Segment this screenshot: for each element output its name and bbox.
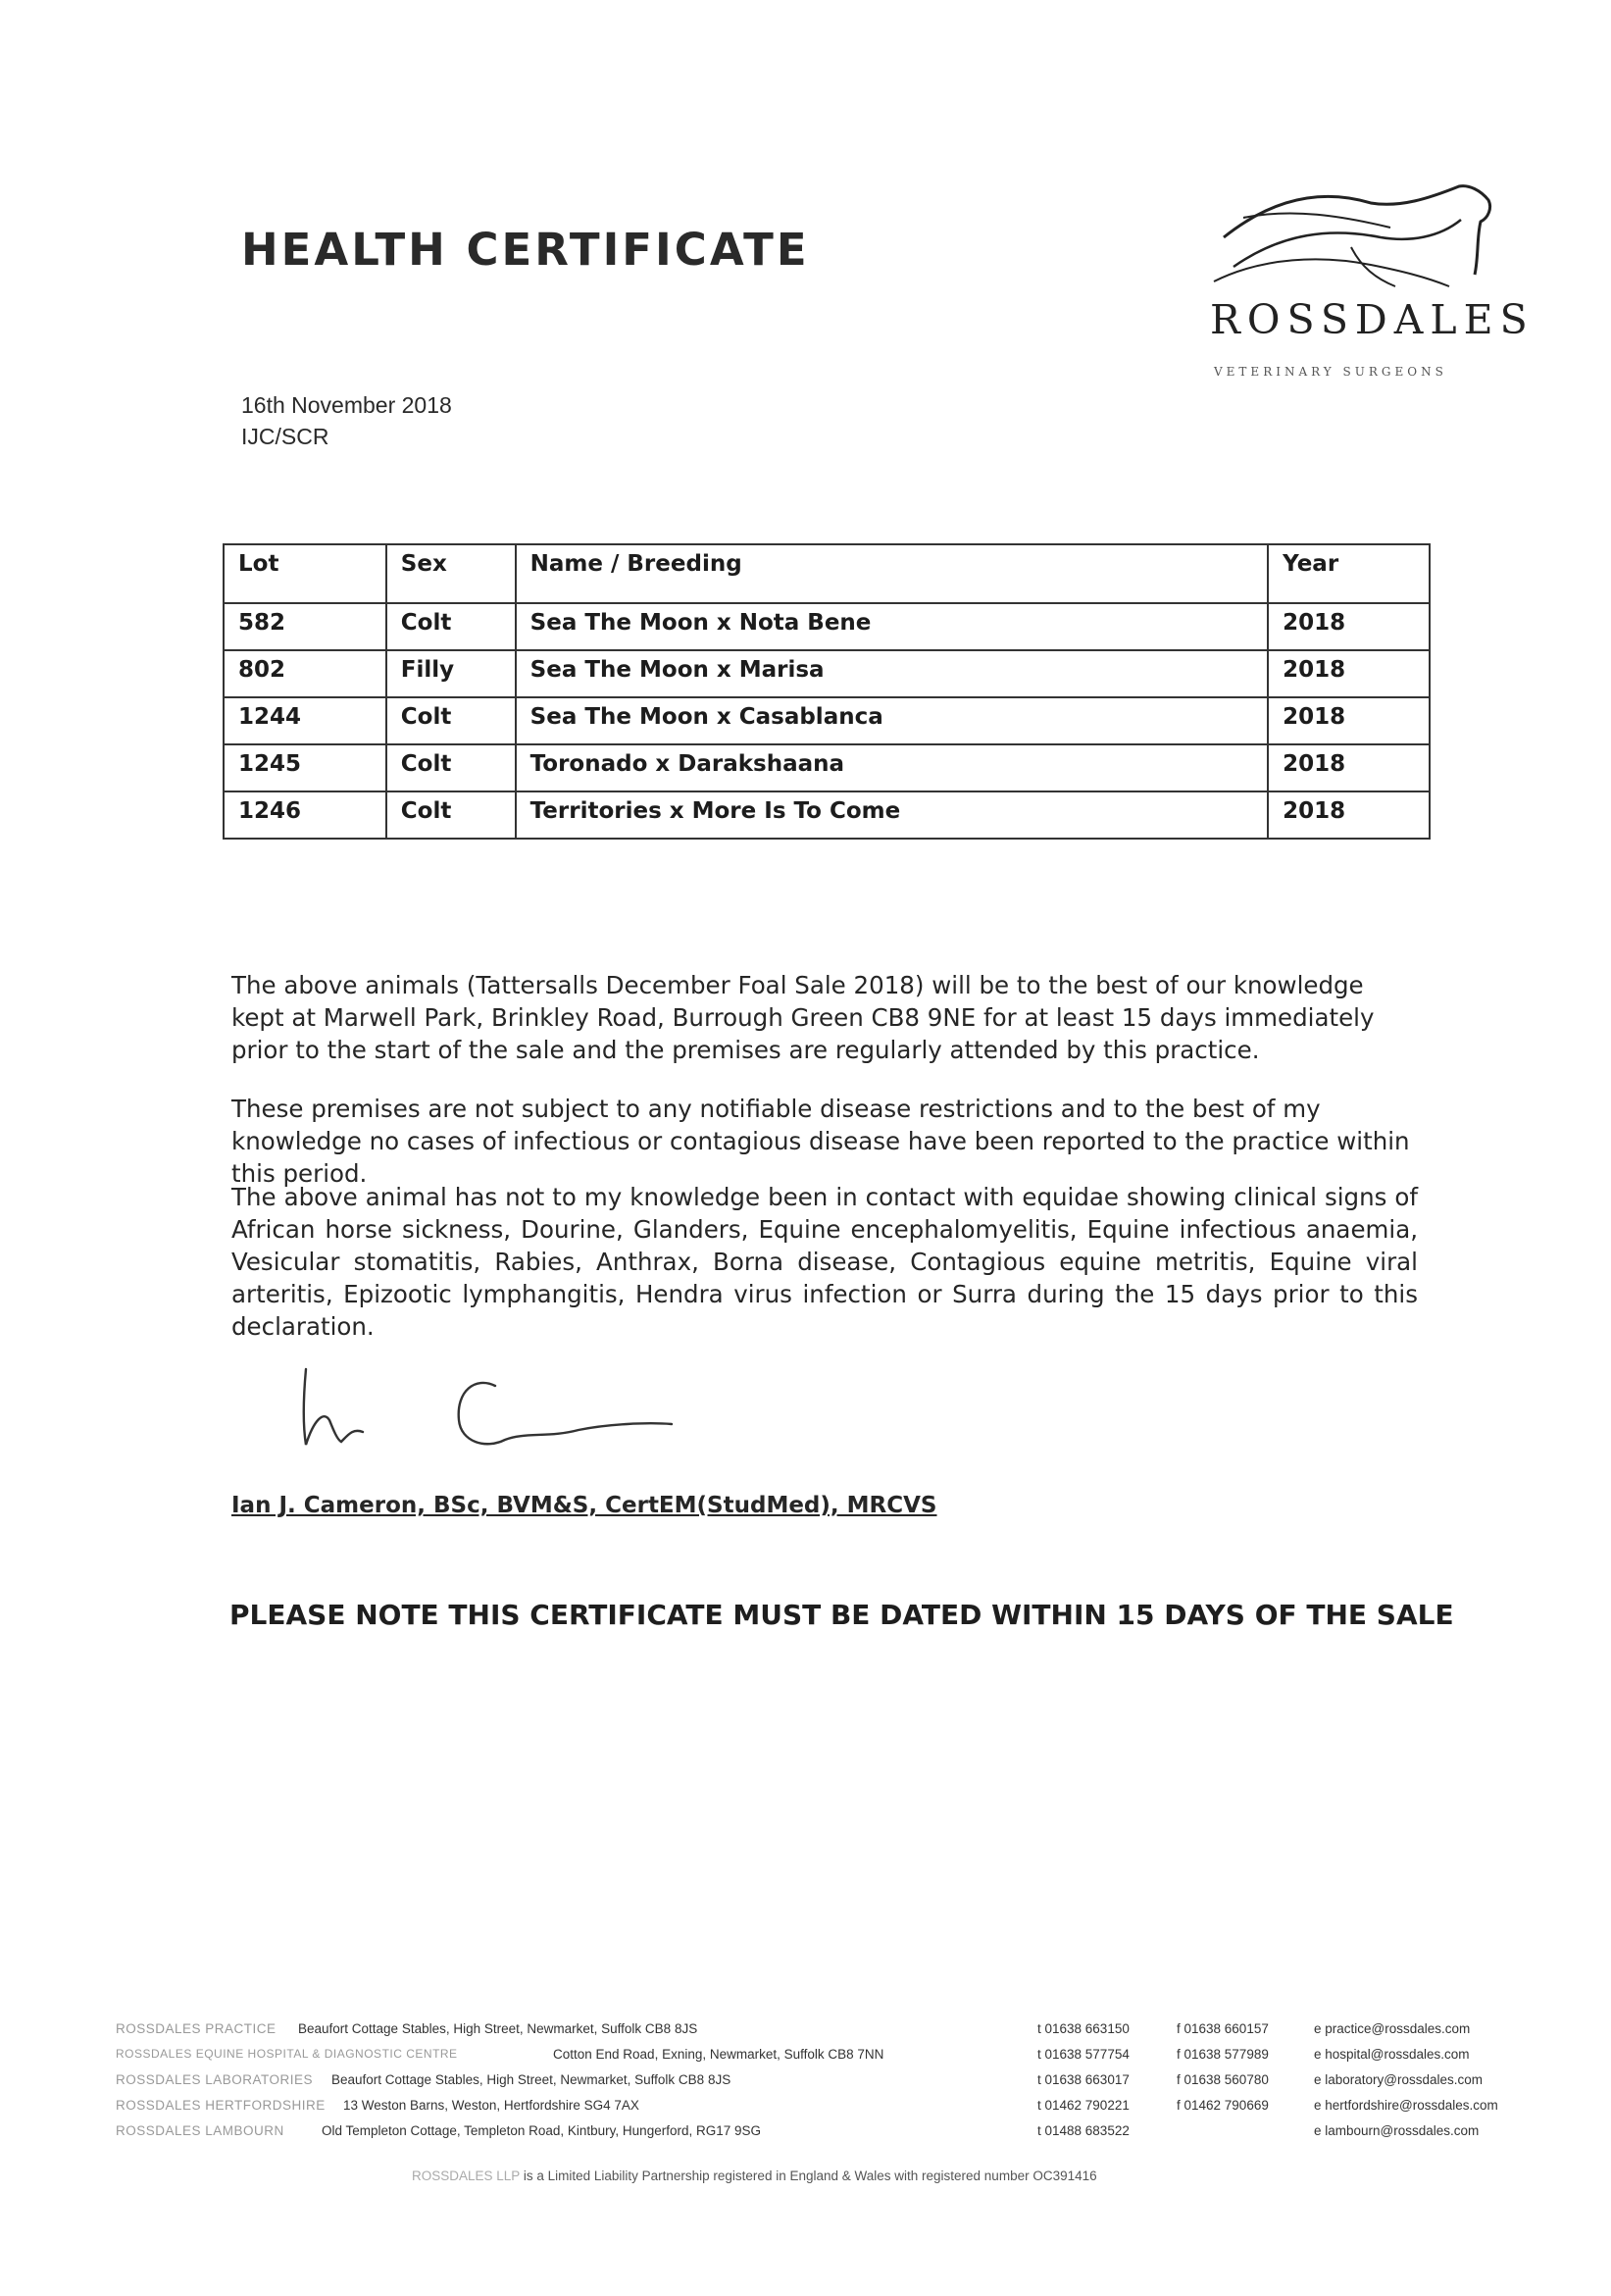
cell-name: Sea The Moon x Marisa	[516, 650, 1269, 697]
certificate-note: PLEASE NOTE THIS CERTIFICATE MUST BE DATED WITHIN 15 DAYS OF THE SALE	[229, 1599, 1454, 1631]
table-header-row	[224, 544, 1430, 603]
footer-email: e practice@rossdales.com	[1314, 2021, 1471, 2036]
table-row	[224, 603, 1430, 650]
cell-lot: 1245	[224, 744, 386, 791]
footer-branch-name: ROSSDALES LABORATORIES	[116, 2072, 314, 2087]
signer-name: Ian J. Cameron, BSc, BVM&S, CertEM(StudMed), MRCVS	[231, 1493, 937, 1518]
header-lot: Lot	[224, 544, 386, 603]
cell-year: 2018	[1268, 603, 1430, 650]
cell-year: 2018	[1268, 791, 1430, 839]
footer-row	[116, 2098, 1528, 2117]
horse-logo-icon	[1204, 179, 1498, 296]
footer-telephone: t 01488 683522	[1037, 2123, 1130, 2138]
footer-email: e hospital@rossdales.com	[1314, 2047, 1470, 2062]
footer-legal-company: ROSSDALES LLP	[412, 2168, 521, 2183]
paragraph-disease-restrictions: These premises are not subject to any notifiable disease restrictions and to the best of my knowledge no cases of infectious or contagious disease have been reported to the practice within this period.	[231, 1095, 1410, 1188]
footer-address: Beaufort Cottage Stables, High Street, Newmarket, Suffolk CB8 8JS	[331, 2072, 731, 2087]
footer-fax: f 01462 790669	[1177, 2098, 1269, 2113]
footer-email: e laboratory@rossdales.com	[1314, 2072, 1484, 2087]
cell-name: Sea The Moon x Nota Bene	[516, 603, 1269, 650]
footer-telephone: t 01462 790221	[1037, 2098, 1130, 2113]
cell-sex: Colt	[386, 603, 516, 650]
table-row	[224, 650, 1430, 697]
cell-lot: 802	[224, 650, 386, 697]
table-row	[224, 791, 1430, 839]
footer-fax: f 01638 660157	[1177, 2021, 1269, 2036]
logo-name: ROSSDALES	[1210, 296, 1535, 343]
cell-year: 2018	[1268, 744, 1430, 791]
signature	[294, 1352, 686, 1459]
cell-name: Toronado x Darakshaana	[516, 744, 1269, 791]
footer-email: e hertfordshire@rossdales.com	[1314, 2098, 1498, 2113]
footer-telephone: t 01638 663017	[1037, 2072, 1130, 2087]
footer-fax: f 01638 560780	[1177, 2072, 1269, 2087]
footer-branch-name: ROSSDALES EQUINE HOSPITAL & DIAGNOSTIC CENTRE	[116, 2047, 458, 2061]
footer-branch-name: ROSSDALES PRACTICE	[116, 2021, 277, 2036]
footer-branch-name: ROSSDALES HERTFORDSHIRE	[116, 2098, 326, 2113]
cell-year: 2018	[1268, 650, 1430, 697]
footer-row	[116, 2123, 1528, 2143]
cell-lot: 582	[224, 603, 386, 650]
header-name: Name / Breeding	[516, 544, 1269, 603]
rossdales-logo	[1204, 179, 1535, 384]
footer-address: Cotton End Road, Exning, Newmarket, Suffolk CB8 7NN	[553, 2047, 884, 2062]
paragraph-sale-location: The above animals (Tattersalls December Foal Sale 2018) will be to the best of our knowledge kept at Marwell Park, Brinkley Road, Burrough Green CB8 9NE for at least 15 days immediately prior to the start of the sale and the premises are regularly attended by this practice.	[231, 971, 1375, 1064]
footer-row	[116, 2021, 1528, 2041]
document-reference: IJC/SCR	[241, 424, 329, 449]
cell-sex: Filly	[386, 650, 516, 697]
logo-subtitle: VETERINARY SURGEONS	[1214, 365, 1447, 379]
footer-row	[116, 2072, 1528, 2092]
cell-sex: Colt	[386, 791, 516, 839]
footer-email: e lambourn@rossdales.com	[1314, 2123, 1480, 2138]
table-row	[224, 697, 1430, 744]
cell-lot: 1244	[224, 697, 386, 744]
footer-row	[116, 2047, 1528, 2066]
cell-lot: 1246	[224, 791, 386, 839]
table-row	[224, 744, 1430, 791]
cell-sex: Colt	[386, 697, 516, 744]
footer-telephone: t 01638 663150	[1037, 2021, 1130, 2036]
certificate-title: HEALTH CERTIFICATE	[241, 224, 810, 276]
document-date: 16th November 2018	[241, 392, 452, 418]
footer-address: Beaufort Cottage Stables, High Street, Newmarket, Suffolk CB8 8JS	[298, 2021, 698, 2036]
footer-address: 13 Weston Barns, Weston, Hertfordshire SG4 7AX	[343, 2098, 639, 2113]
cell-name: Territories x More Is To Come	[516, 791, 1269, 839]
paragraph-contact-declaration: The above animal has not to my knowledge been in contact with equidae showing clinical signs of African horse sickness, Dourine, Glanders, Equine encephalomyelitis, Equine infectious anaemia, Vesicular stomatitis, Rabies, Anthrax, Borna disease, Contagious equine metritis, Equine viral arteritis, Epizootic lymphangitis, Hendra virus infection or Surra during the 15 days prior to this declaration.	[231, 1183, 1418, 1341]
footer-legal-text: is a Limited Liability Partnership registered in England & Wales with registered number OC391416	[523, 2168, 1097, 2183]
cell-sex: Colt	[386, 744, 516, 791]
header-year: Year	[1268, 544, 1430, 603]
footer-address: Old Templeton Cottage, Templeton Road, Kintbury, Hungerford, RG17 9SG	[322, 2123, 761, 2138]
cell-name: Sea The Moon x Casablanca	[516, 697, 1269, 744]
footer-branch-name: ROSSDALES LAMBOURN	[116, 2123, 284, 2138]
cell-year: 2018	[1268, 697, 1430, 744]
footer-legal	[412, 2168, 1097, 2183]
animals-table	[223, 543, 1431, 840]
header-sex: Sex	[386, 544, 516, 603]
footer-fax: f 01638 577989	[1177, 2047, 1269, 2062]
footer-telephone: t 01638 577754	[1037, 2047, 1130, 2062]
